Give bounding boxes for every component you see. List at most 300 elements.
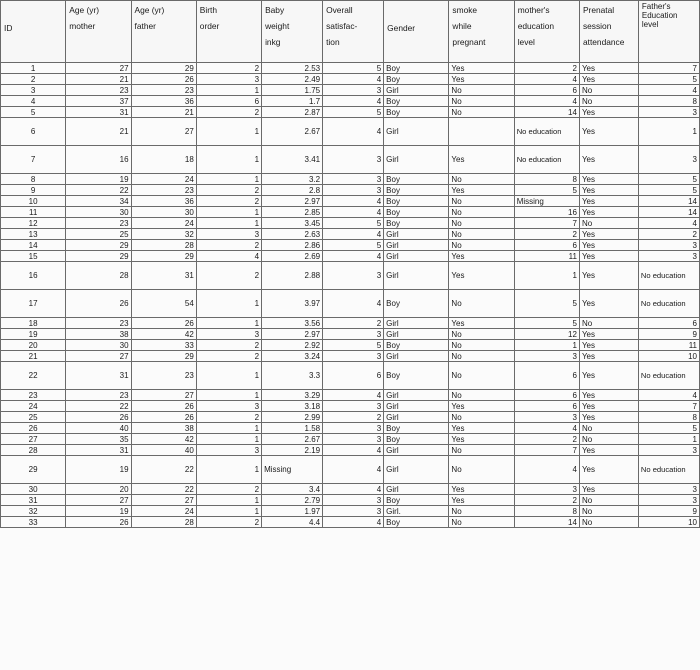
cell-mother-age: 23: [66, 318, 131, 329]
cell-father-age: 28: [131, 517, 196, 528]
cell-father-age: 29: [131, 251, 196, 262]
cell-prenatal-attendance: Yes: [579, 340, 638, 351]
cell-mother-education: 2: [514, 434, 579, 445]
cell-row-id: 4: [1, 96, 66, 107]
cell-prenatal-attendance: Yes: [579, 390, 638, 401]
cell-row-id: 32: [1, 506, 66, 517]
cell-father-education: 3: [638, 445, 699, 456]
cell-father-age: 27: [131, 495, 196, 506]
cell-gender: Boy: [384, 423, 449, 434]
cell-father-age: 33: [131, 340, 196, 351]
cell-father-education: 1: [638, 118, 699, 146]
cell-mother-education: 6: [514, 362, 579, 390]
table-row: [1, 401, 700, 412]
cell-row-id: 29: [1, 456, 66, 484]
cell-smoke: No: [449, 362, 514, 390]
cell-birth-order: 1: [196, 423, 261, 434]
cell-satisfaction: 5: [323, 240, 384, 251]
cell-mother-education: 6: [514, 401, 579, 412]
cell-smoke: Yes: [449, 63, 514, 74]
cell-satisfaction: 4: [323, 456, 384, 484]
cell-father-education: 1: [638, 434, 699, 445]
cell-gender: Boy: [384, 107, 449, 118]
cell-father-education: No education: [638, 456, 699, 484]
cell-birth-order: 1: [196, 456, 261, 484]
table-row: [1, 434, 700, 445]
cell-mother-age: 31: [66, 362, 131, 390]
cell-row-id: 21: [1, 351, 66, 362]
cell-mother-age: 35: [66, 434, 131, 445]
cell-father-age: 40: [131, 445, 196, 456]
cell-smoke: No: [449, 412, 514, 423]
cell-birth-order: 2: [196, 484, 261, 495]
cell-father-education: 14: [638, 207, 699, 218]
cell-baby-weight: 3.45: [262, 218, 323, 229]
cell-gender: Girl: [384, 318, 449, 329]
cell-baby-weight: 2.19: [262, 445, 323, 456]
cell-birth-order: 2: [196, 107, 261, 118]
cell-satisfaction: 3: [323, 85, 384, 96]
cell-father-education: 10: [638, 351, 699, 362]
cell-baby-weight: Missing: [262, 456, 323, 484]
cell-gender: Boy: [384, 495, 449, 506]
cell-smoke: Yes: [449, 401, 514, 412]
cell-mother-age: 28: [66, 262, 131, 290]
cell-father-age: 26: [131, 74, 196, 85]
cell-satisfaction: 3: [323, 423, 384, 434]
cell-father-education: 8: [638, 412, 699, 423]
cell-mother-education: 16: [514, 207, 579, 218]
cell-birth-order: 1: [196, 390, 261, 401]
cell-prenatal-attendance: Yes: [579, 174, 638, 185]
table-row: [1, 174, 700, 185]
cell-father-education: 7: [638, 401, 699, 412]
cell-birth-order: 1: [196, 506, 261, 517]
table-row: [1, 362, 700, 390]
cell-father-age: 24: [131, 174, 196, 185]
cell-father-age: 23: [131, 85, 196, 96]
cell-father-education: 3: [638, 107, 699, 118]
cell-mother-education: 6: [514, 85, 579, 96]
header-mother-education: mother's education level: [514, 1, 579, 63]
cell-father-age: 26: [131, 318, 196, 329]
cell-prenatal-attendance: Yes: [579, 207, 638, 218]
cell-satisfaction: 5: [323, 63, 384, 74]
cell-birth-order: 1: [196, 207, 261, 218]
cell-birth-order: 2: [196, 340, 261, 351]
cell-smoke: Yes: [449, 423, 514, 434]
cell-row-id: 30: [1, 484, 66, 495]
cell-row-id: 8: [1, 174, 66, 185]
cell-satisfaction: 5: [323, 107, 384, 118]
cell-satisfaction: 4: [323, 118, 384, 146]
cell-mother-education: 6: [514, 240, 579, 251]
table-row: [1, 517, 700, 528]
cell-father-age: 27: [131, 118, 196, 146]
header-birth-order: Birth order: [196, 1, 261, 63]
cell-birth-order: 1: [196, 362, 261, 390]
cell-prenatal-attendance: Yes: [579, 262, 638, 290]
cell-mother-education: 14: [514, 107, 579, 118]
cell-gender: Boy: [384, 207, 449, 218]
cell-mother-age: 26: [66, 517, 131, 528]
cell-father-education: 2: [638, 229, 699, 240]
cell-birth-order: 1: [196, 318, 261, 329]
cell-prenatal-attendance: Yes: [579, 445, 638, 456]
cell-smoke: No: [449, 445, 514, 456]
cell-row-id: 7: [1, 146, 66, 174]
table-row: [1, 506, 700, 517]
cell-prenatal-attendance: No: [579, 506, 638, 517]
cell-father-education: 4: [638, 218, 699, 229]
cell-prenatal-attendance: No: [579, 495, 638, 506]
cell-gender: Boy: [384, 63, 449, 74]
table-row: [1, 262, 700, 290]
cell-prenatal-attendance: Yes: [579, 412, 638, 423]
cell-mother-age: 20: [66, 484, 131, 495]
cell-mother-age: 21: [66, 118, 131, 146]
cell-baby-weight: 2.85: [262, 207, 323, 218]
cell-mother-age: 37: [66, 96, 131, 107]
cell-gender: Girl: [384, 329, 449, 340]
cell-birth-order: 3: [196, 401, 261, 412]
cell-satisfaction: 3: [323, 329, 384, 340]
table-row: [1, 146, 700, 174]
cell-smoke: Yes: [449, 74, 514, 85]
cell-mother-education: 5: [514, 318, 579, 329]
cell-baby-weight: 2.79: [262, 495, 323, 506]
cell-baby-weight: 3.3: [262, 362, 323, 390]
cell-smoke: No: [449, 229, 514, 240]
cell-satisfaction: 4: [323, 251, 384, 262]
cell-prenatal-attendance: Yes: [579, 118, 638, 146]
cell-father-age: 54: [131, 290, 196, 318]
table-row: [1, 118, 700, 146]
cell-baby-weight: 3.18: [262, 401, 323, 412]
cell-baby-weight: 3.4: [262, 484, 323, 495]
cell-father-age: 24: [131, 506, 196, 517]
table-row: [1, 207, 700, 218]
table-row: [1, 290, 700, 318]
cell-mother-age: 16: [66, 146, 131, 174]
cell-mother-education: 8: [514, 174, 579, 185]
cell-prenatal-attendance: Yes: [579, 329, 638, 340]
cell-baby-weight: 4.4: [262, 517, 323, 528]
cell-row-id: 23: [1, 390, 66, 401]
cell-row-id: 28: [1, 445, 66, 456]
cell-smoke: Yes: [449, 434, 514, 445]
cell-father-education: 5: [638, 185, 699, 196]
cell-mother-education: 3: [514, 412, 579, 423]
cell-gender: Girl: [384, 445, 449, 456]
table-row: [1, 423, 700, 434]
cell-smoke: Yes: [449, 251, 514, 262]
cell-father-age: 27: [131, 390, 196, 401]
cell-prenatal-attendance: Yes: [579, 63, 638, 74]
cell-father-education: 9: [638, 329, 699, 340]
cell-mother-age: 19: [66, 174, 131, 185]
cell-birth-order: 3: [196, 329, 261, 340]
cell-smoke: No: [449, 329, 514, 340]
cell-mother-age: 26: [66, 290, 131, 318]
cell-baby-weight: 2.99: [262, 412, 323, 423]
cell-baby-weight: 1.58: [262, 423, 323, 434]
cell-smoke: No: [449, 506, 514, 517]
cell-smoke: No: [449, 240, 514, 251]
cell-father-age: 30: [131, 207, 196, 218]
cell-satisfaction: 4: [323, 517, 384, 528]
cell-baby-weight: 2.92: [262, 340, 323, 351]
cell-mother-age: 22: [66, 185, 131, 196]
cell-birth-order: 1: [196, 495, 261, 506]
cell-smoke: No: [449, 290, 514, 318]
cell-baby-weight: 2.97: [262, 329, 323, 340]
cell-mother-education: 2: [514, 63, 579, 74]
cell-row-id: 13: [1, 229, 66, 240]
cell-prenatal-attendance: Yes: [579, 74, 638, 85]
cell-mother-education: 6: [514, 390, 579, 401]
cell-birth-order: 2: [196, 262, 261, 290]
cell-birth-order: 1: [196, 290, 261, 318]
table-row: [1, 218, 700, 229]
cell-row-id: 17: [1, 290, 66, 318]
cell-father-age: 23: [131, 362, 196, 390]
cell-prenatal-attendance: Yes: [579, 484, 638, 495]
cell-smoke: Yes: [449, 146, 514, 174]
cell-father-education: 3: [638, 484, 699, 495]
cell-prenatal-attendance: Yes: [579, 229, 638, 240]
cell-gender: Girl: [384, 240, 449, 251]
cell-gender: Girl: [384, 262, 449, 290]
cell-mother-education: 4: [514, 96, 579, 107]
cell-row-id: 11: [1, 207, 66, 218]
cell-baby-weight: 3.29: [262, 390, 323, 401]
cell-birth-order: 2: [196, 517, 261, 528]
cell-satisfaction: 3: [323, 351, 384, 362]
cell-prenatal-attendance: Yes: [579, 290, 638, 318]
cell-row-id: 18: [1, 318, 66, 329]
cell-mother-education: 11: [514, 251, 579, 262]
cell-father-education: 4: [638, 390, 699, 401]
cell-row-id: 15: [1, 251, 66, 262]
cell-father-education: 7: [638, 63, 699, 74]
cell-satisfaction: 4: [323, 390, 384, 401]
cell-satisfaction: 5: [323, 340, 384, 351]
cell-mother-education: 1: [514, 262, 579, 290]
cell-baby-weight: 2.8: [262, 185, 323, 196]
cell-father-education: 3: [638, 146, 699, 174]
cell-row-id: 19: [1, 329, 66, 340]
table-row: [1, 412, 700, 423]
cell-birth-order: 2: [196, 196, 261, 207]
cell-gender: Boy: [384, 290, 449, 318]
cell-mother-age: 30: [66, 207, 131, 218]
cell-smoke: No: [449, 85, 514, 96]
header-row: [1, 1, 700, 63]
cell-father-education: 3: [638, 251, 699, 262]
cell-father-education: 4: [638, 85, 699, 96]
cell-birth-order: 3: [196, 229, 261, 240]
cell-birth-order: 3: [196, 445, 261, 456]
cell-prenatal-attendance: Yes: [579, 196, 638, 207]
cell-smoke: Yes: [449, 495, 514, 506]
cell-prenatal-attendance: No: [579, 517, 638, 528]
cell-baby-weight: 2.69: [262, 251, 323, 262]
cell-baby-weight: 1.75: [262, 85, 323, 96]
cell-prenatal-attendance: Yes: [579, 240, 638, 251]
cell-mother-age: 23: [66, 85, 131, 96]
cell-row-id: 5: [1, 107, 66, 118]
cell-baby-weight: 3.41: [262, 146, 323, 174]
table-row: [1, 484, 700, 495]
cell-prenatal-attendance: No: [579, 96, 638, 107]
cell-father-education: 9: [638, 506, 699, 517]
cell-mother-age: 22: [66, 401, 131, 412]
cell-father-age: 21: [131, 107, 196, 118]
cell-row-id: 22: [1, 362, 66, 390]
cell-birth-order: 2: [196, 240, 261, 251]
cell-smoke: No: [449, 517, 514, 528]
table-row: [1, 445, 700, 456]
table-row: [1, 85, 700, 96]
cell-baby-weight: 2.67: [262, 118, 323, 146]
cell-satisfaction: 5: [323, 218, 384, 229]
cell-birth-order: 1: [196, 146, 261, 174]
table-row: [1, 318, 700, 329]
table-row: [1, 251, 700, 262]
cell-baby-weight: 2.97: [262, 196, 323, 207]
table-row: [1, 63, 700, 74]
cell-satisfaction: 4: [323, 196, 384, 207]
cell-gender: Girl: [384, 251, 449, 262]
cell-gender: Girl: [384, 118, 449, 146]
cell-row-id: 20: [1, 340, 66, 351]
cell-mother-age: 27: [66, 495, 131, 506]
cell-mother-age: 27: [66, 63, 131, 74]
cell-birth-order: 1: [196, 218, 261, 229]
cell-gender: Girl: [384, 229, 449, 240]
cell-father-age: 29: [131, 351, 196, 362]
cell-row-id: 16: [1, 262, 66, 290]
cell-satisfaction: 3: [323, 146, 384, 174]
cell-mother-age: 31: [66, 445, 131, 456]
table-row: [1, 351, 700, 362]
cell-satisfaction: 4: [323, 74, 384, 85]
cell-satisfaction: 3: [323, 495, 384, 506]
cell-mother-age: 19: [66, 506, 131, 517]
cell-birth-order: 4: [196, 251, 261, 262]
cell-father-age: 26: [131, 412, 196, 423]
cell-mother-age: 21: [66, 74, 131, 85]
cell-birth-order: 2: [196, 412, 261, 423]
cell-mother-education: Missing: [514, 196, 579, 207]
cell-baby-weight: 3.97: [262, 290, 323, 318]
header-id: ID: [1, 1, 66, 63]
cell-satisfaction: 4: [323, 229, 384, 240]
cell-gender: Boy: [384, 196, 449, 207]
cell-satisfaction: 4: [323, 96, 384, 107]
cell-father-age: 32: [131, 229, 196, 240]
cell-mother-education: 5: [514, 290, 579, 318]
cell-smoke: Yes: [449, 318, 514, 329]
cell-mother-age: 25: [66, 229, 131, 240]
cell-smoke: No: [449, 340, 514, 351]
cell-baby-weight: 2.67: [262, 434, 323, 445]
cell-baby-weight: 3.24: [262, 351, 323, 362]
cell-row-id: 3: [1, 85, 66, 96]
cell-baby-weight: 2.86: [262, 240, 323, 251]
cell-prenatal-attendance: Yes: [579, 107, 638, 118]
cell-mother-age: 38: [66, 329, 131, 340]
cell-father-education: 3: [638, 495, 699, 506]
cell-satisfaction: 6: [323, 362, 384, 390]
cell-father-education: 5: [638, 423, 699, 434]
cell-mother-age: 29: [66, 240, 131, 251]
table-row: [1, 196, 700, 207]
cell-prenatal-attendance: Yes: [579, 456, 638, 484]
cell-father-age: 38: [131, 423, 196, 434]
cell-smoke: No: [449, 107, 514, 118]
cell-mother-age: 34: [66, 196, 131, 207]
cell-baby-weight: 1.7: [262, 96, 323, 107]
cell-gender: Boy: [384, 74, 449, 85]
cell-smoke: No: [449, 174, 514, 185]
cell-smoke: Yes: [449, 484, 514, 495]
cell-satisfaction: 3: [323, 401, 384, 412]
cell-satisfaction: 3: [323, 185, 384, 196]
table-row: [1, 74, 700, 85]
cell-birth-order: 2: [196, 63, 261, 74]
cell-smoke: No: [449, 207, 514, 218]
cell-gender: Girl: [384, 390, 449, 401]
cell-gender: Girl.: [384, 506, 449, 517]
cell-row-id: 6: [1, 118, 66, 146]
cell-gender: Girl: [384, 412, 449, 423]
cell-birth-order: 2: [196, 185, 261, 196]
cell-father-age: 36: [131, 196, 196, 207]
cell-smoke: No: [449, 390, 514, 401]
cell-father-age: 26: [131, 401, 196, 412]
cell-gender: Boy: [384, 362, 449, 390]
cell-mother-education: 3: [514, 351, 579, 362]
table-row: [1, 495, 700, 506]
cell-row-id: 1: [1, 63, 66, 74]
table-row: [1, 456, 700, 484]
cell-gender: Girl: [384, 456, 449, 484]
cell-gender: Boy: [384, 96, 449, 107]
cell-mother-age: 31: [66, 107, 131, 118]
cell-smoke: [449, 118, 514, 146]
cell-gender: Girl: [384, 146, 449, 174]
cell-satisfaction: 3: [323, 434, 384, 445]
cell-prenatal-attendance: No: [579, 434, 638, 445]
cell-birth-order: 2: [196, 351, 261, 362]
cell-prenatal-attendance: No: [579, 85, 638, 96]
table-row: [1, 96, 700, 107]
cell-prenatal-attendance: No: [579, 423, 638, 434]
cell-father-education: 5: [638, 174, 699, 185]
cell-gender: Girl: [384, 401, 449, 412]
cell-mother-education: 1: [514, 340, 579, 351]
cell-father-age: 18: [131, 146, 196, 174]
cell-satisfaction: 4: [323, 484, 384, 495]
cell-father-education: No education: [638, 290, 699, 318]
cell-father-education: 8: [638, 96, 699, 107]
cell-father-education: 11: [638, 340, 699, 351]
cell-birth-order: 1: [196, 174, 261, 185]
cell-mother-education: 3: [514, 484, 579, 495]
cell-row-id: 33: [1, 517, 66, 528]
